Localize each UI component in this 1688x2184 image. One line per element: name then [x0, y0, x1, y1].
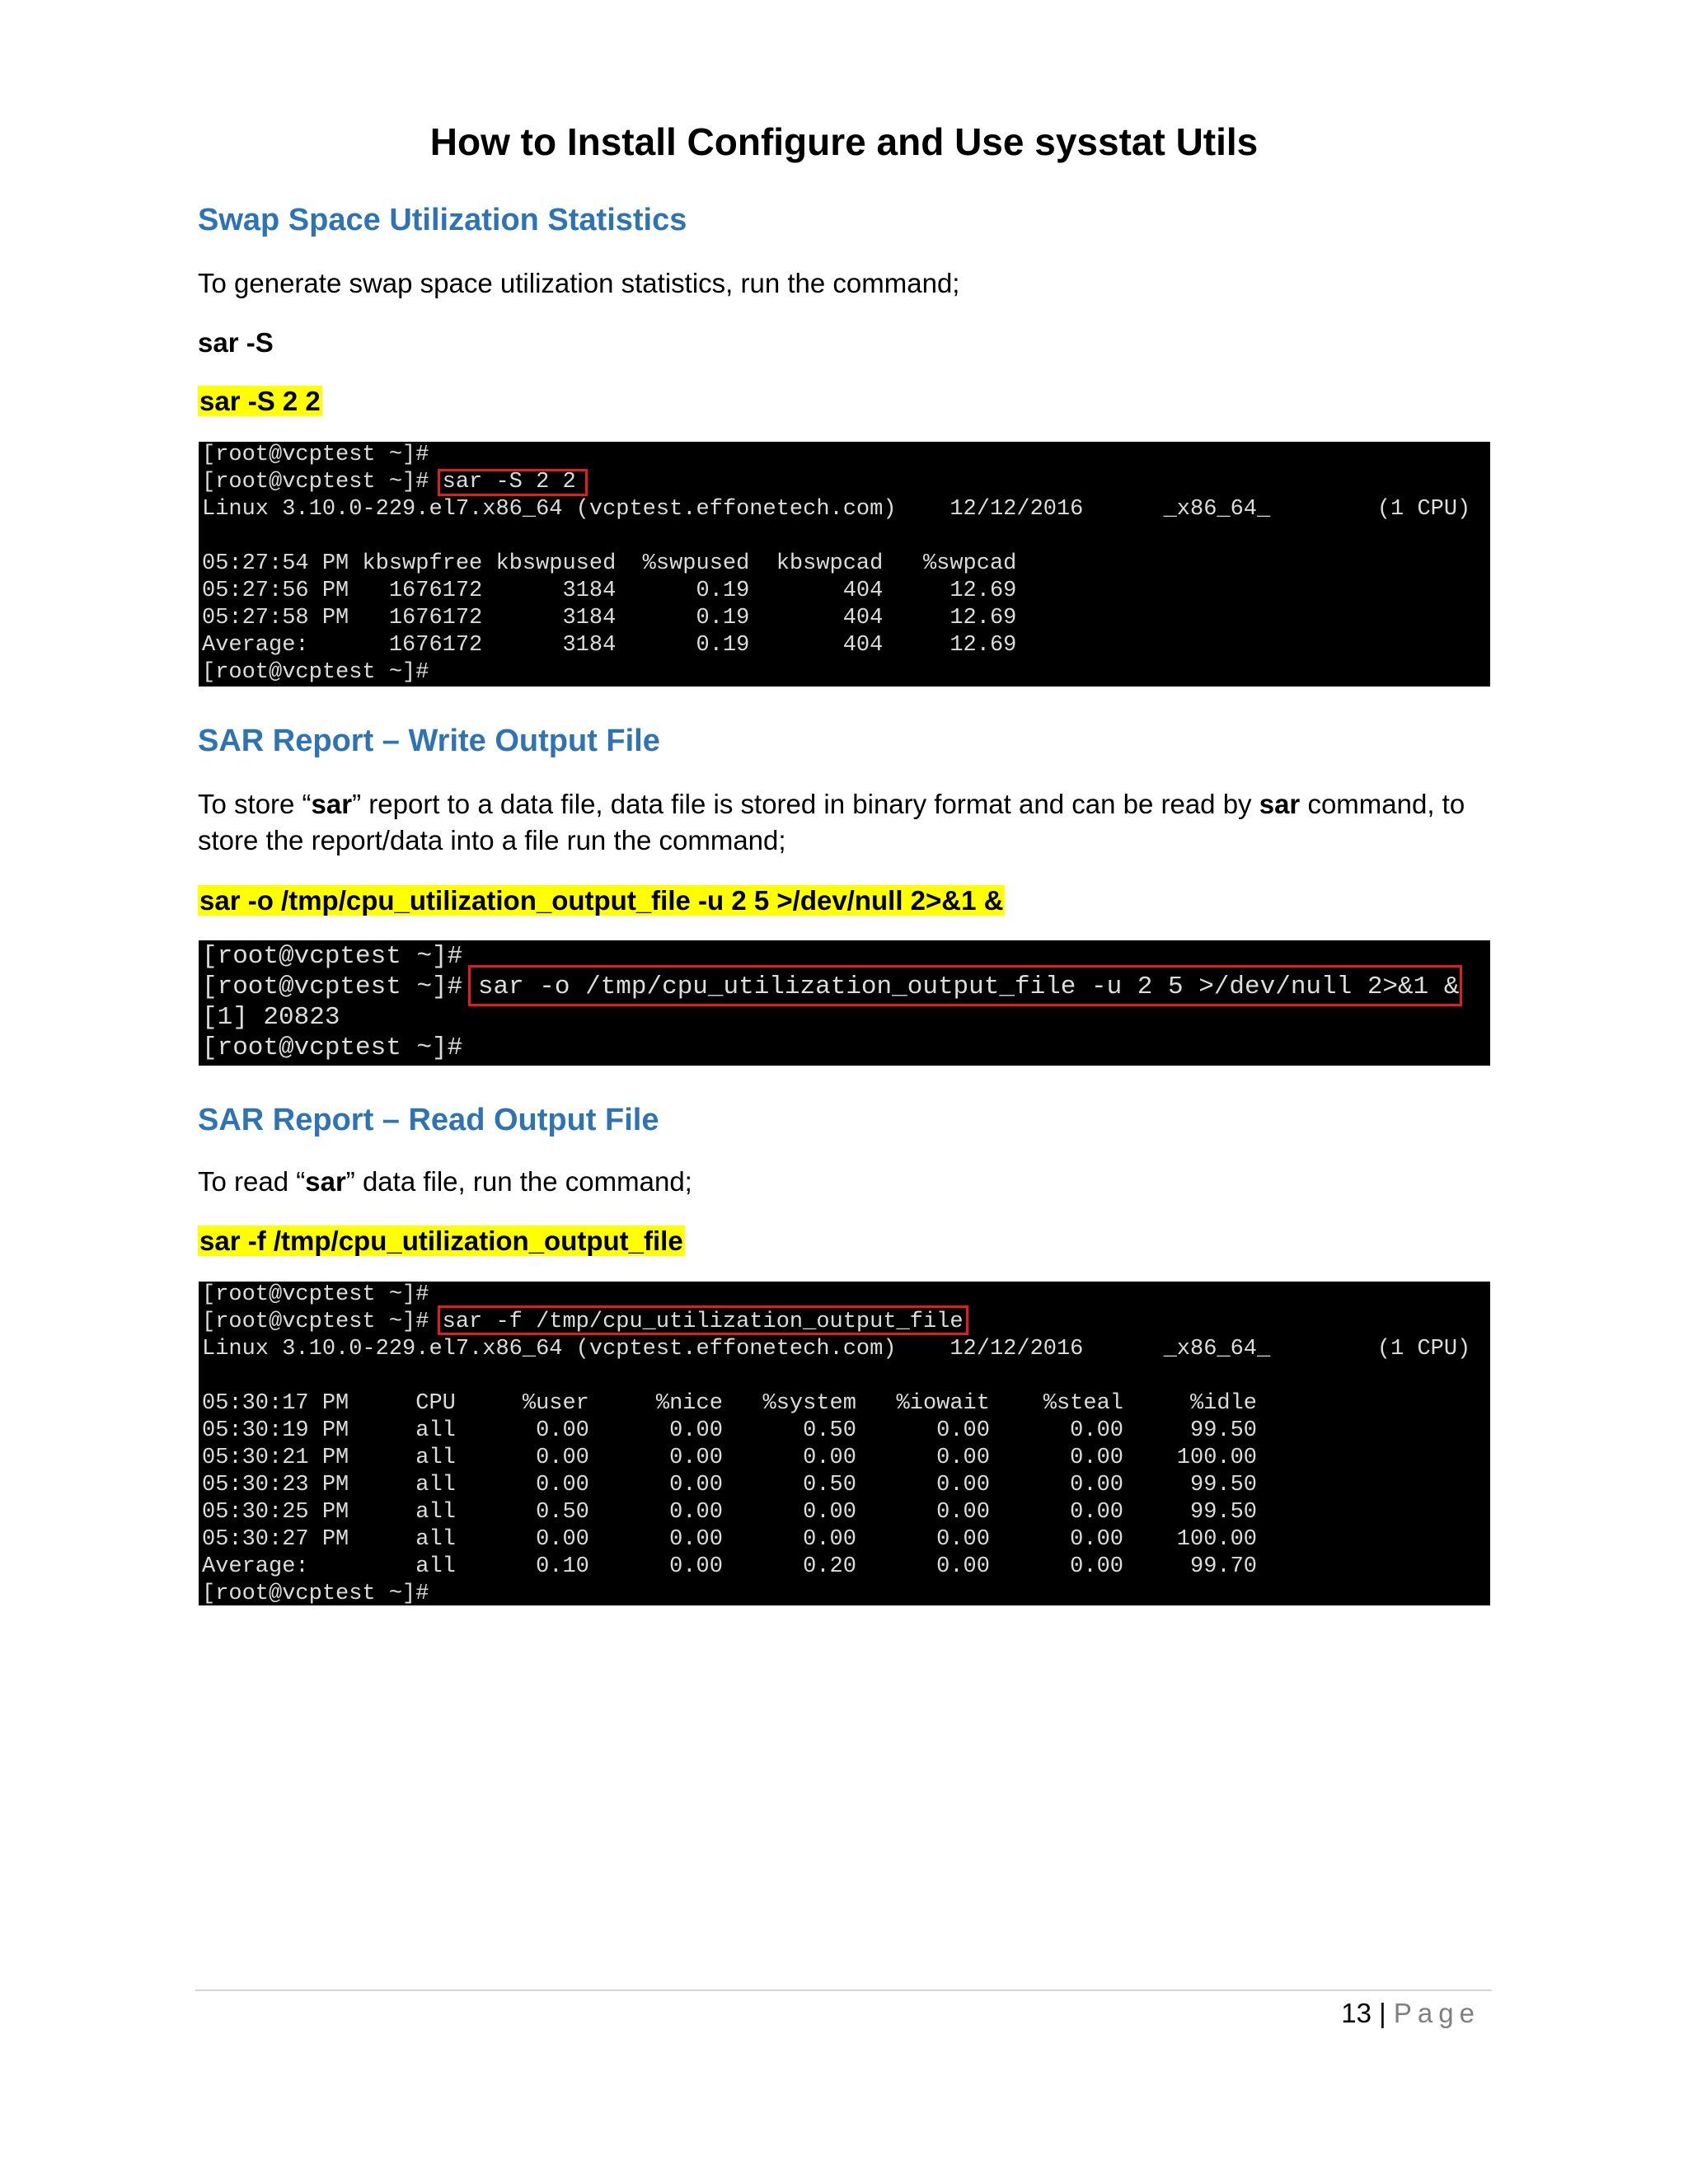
terminal-line: 05:27:58 PM 1676172 3184 0.19 404 12.69	[202, 606, 1017, 630]
terminal-line: 05:30:25 PM all 0.50 0.00 0.00 0.00 0.00 99.50	[202, 1500, 1258, 1525]
document-title: How to Install Configure and Use sysstat Utils	[429, 120, 1259, 163]
intro-text: To store “	[198, 789, 312, 819]
footer-separator: |	[1379, 1998, 1386, 2028]
terminal-line: Average: all 0.10 0.00 0.20 0.00 0.00 99.70	[202, 1554, 1258, 1579]
terminal-line: [root@vcptest ~]#	[202, 1033, 463, 1062]
intro-text: command, to store the report/data into a file run the command;	[198, 789, 1465, 855]
terminal-screenshot-read	[199, 1282, 1490, 1605]
command-highlight-box	[468, 965, 1462, 1006]
highlight: sar -f /tmp/cpu_utilization_output_file	[199, 1226, 683, 1256]
terminal-line: Average: 1676172 3184 0.19 404 12.69	[202, 633, 1017, 658]
section-intro-swap: To generate swap space utilization statistics, run the command;	[198, 268, 960, 298]
terminal-line: Linux 3.10.0-229.el7.x86_64 (vcptest.effonetech.com) 12/12/2016 _x86_64_ (1 CPU)	[202, 1337, 1471, 1361]
terminal-line: [root@vcptest ~]#	[202, 1282, 429, 1307]
terminal-screenshot-swap	[199, 442, 1490, 687]
intro-bold: sar	[311, 789, 353, 819]
intro-text: ” data file, run the command;	[345, 1166, 692, 1197]
section-heading-swap: Swap Space Utilization Statistics	[198, 203, 687, 237]
terminal-line: 05:30:17 PM CPU %user %nice %system %iowait %steal %idle	[202, 1391, 1258, 1416]
section-intro-write	[198, 786, 1492, 859]
command-highlight-box	[438, 469, 588, 496]
page-number: 13	[1341, 1998, 1372, 2028]
terminal-line: 05:30:19 PM all 0.00 0.00 0.50 0.00 0.00 99.50	[202, 1418, 1258, 1443]
intro-bold: sar	[1259, 789, 1301, 819]
terminal-line: 05:27:54 PM kbswpfree kbswpused %swpused kbswpcad %swpcad	[202, 551, 1017, 576]
highlight: sar -o /tmp/cpu_utilization_output_file -u 2 5 >/dev/null 2>&1 &	[199, 885, 1004, 916]
highlight: sar -S 2 2	[199, 386, 321, 416]
terminal-line: Linux 3.10.0-229.el7.x86_64 (vcptest.effonetech.com) 12/12/2016 _x86_64_ (1 CPU)	[202, 497, 1471, 522]
terminal-line: [root@vcptest ~]#	[202, 443, 429, 467]
terminal-line: 05:27:56 PM 1676172 3184 0.19 404 12.69	[202, 579, 1017, 603]
footer-divider	[195, 1990, 1492, 1991]
intro-text: To read “	[198, 1166, 306, 1197]
terminal-line: [1] 20823	[202, 1003, 340, 1032]
terminal-line: [root@vcptest ~]#	[202, 660, 429, 685]
terminal-screenshot-write	[199, 940, 1490, 1066]
command-highlight-box	[438, 1305, 968, 1335]
terminal-line: [root@vcptest ~]# sar -f /tmp/cpu_utilization_output_file	[202, 1310, 964, 1334]
command-plain-swap: sar -S	[198, 327, 274, 358]
section-heading-write: SAR Report – Write Output File	[198, 724, 660, 758]
terminal-line: [root@vcptest ~]#	[202, 942, 463, 971]
intro-text: ” report to a data file, data file is stored in binary format and can be read by	[352, 789, 1259, 819]
terminal-line: 05:30:27 PM all 0.00 0.00 0.00 0.00 0.00 100.00	[202, 1527, 1258, 1552]
command-highlighted-swap	[198, 383, 322, 419]
page-label: Page	[1393, 1998, 1480, 2028]
terminal-line: [root@vcptest ~]# sar -S 2 2	[202, 470, 576, 494]
command-highlighted-read	[198, 1223, 685, 1259]
intro-bold: sar	[305, 1166, 346, 1197]
page-footer	[1341, 1994, 1480, 2032]
terminal-line: 05:30:23 PM all 0.00 0.00 0.50 0.00 0.00 99.50	[202, 1473, 1258, 1497]
terminal-line: [root@vcptest ~]#	[202, 1582, 429, 1605]
section-intro-read	[198, 1164, 1492, 1200]
terminal-line: [root@vcptest ~]# sar -o /tmp/cpu_utilization_output_file -u 2 5 >/dev/null 2>&1 &	[202, 972, 1460, 1001]
command-highlighted-write	[198, 883, 1005, 919]
terminal-line: 05:30:21 PM all 0.00 0.00 0.00 0.00 0.00 100.00	[202, 1446, 1258, 1470]
section-heading-read: SAR Report – Read Output File	[198, 1103, 659, 1137]
